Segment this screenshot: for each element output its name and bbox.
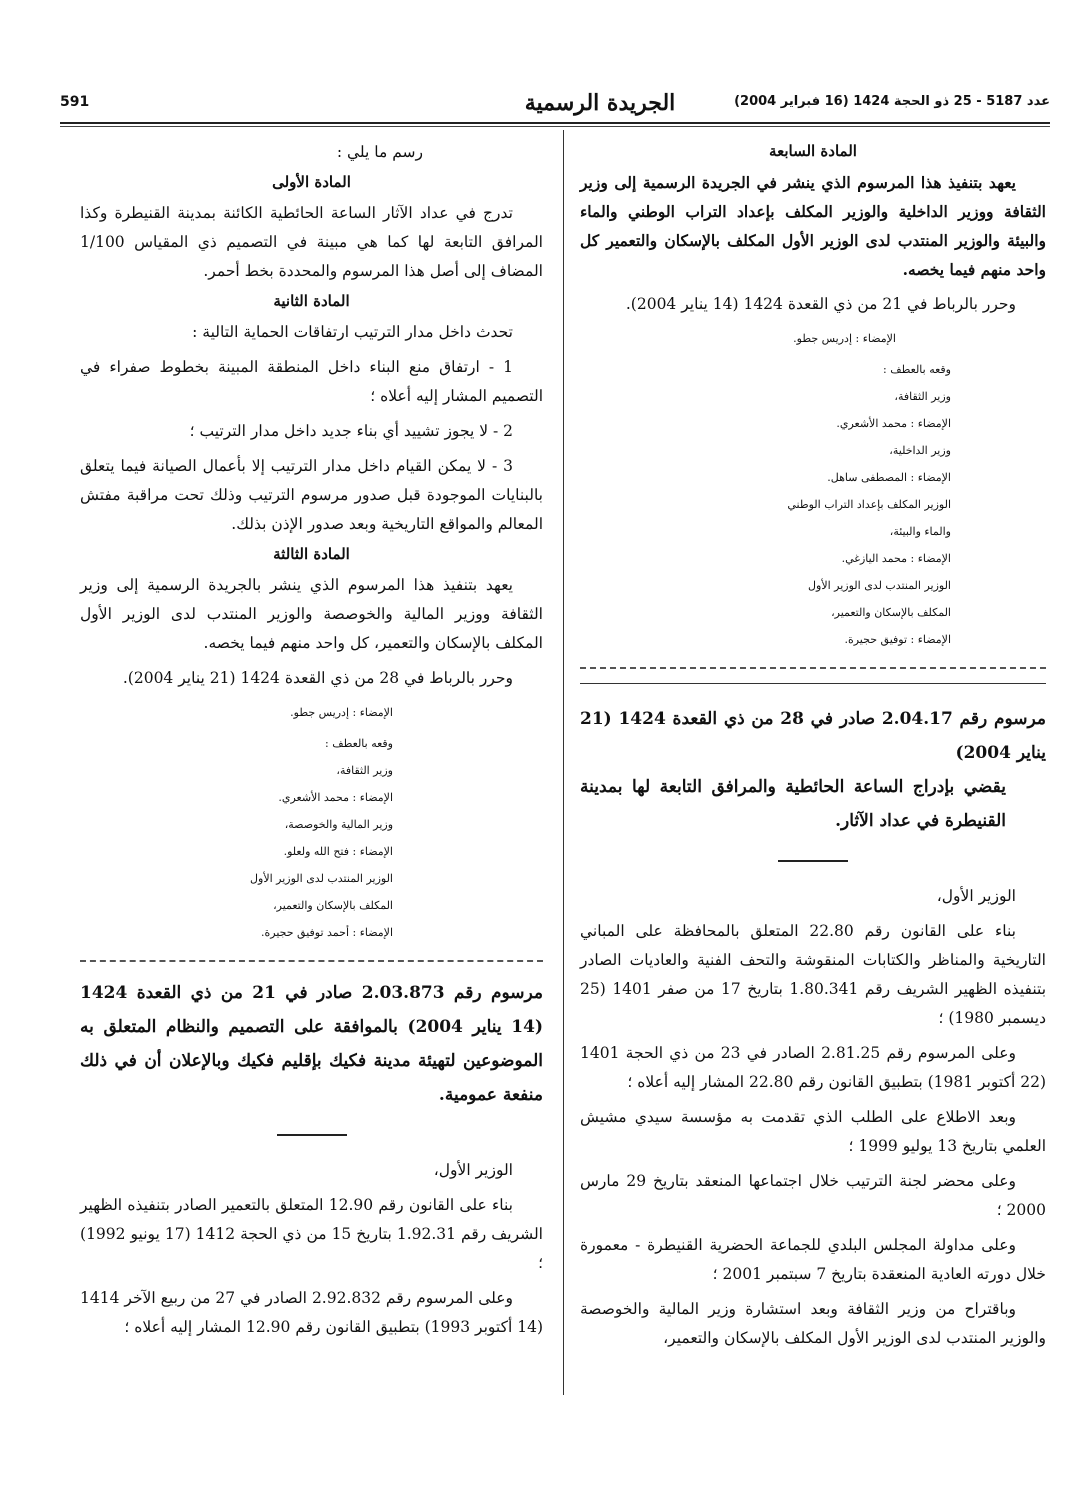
countersign-line: وزير الثقافة،: [894, 390, 951, 403]
gazette-title: الجريدة الرسمية: [524, 90, 676, 116]
article-2-item: 1 - ارتفاق منع البناء داخل المنطقة المبينة بخطوط صفراء في التصميم المشار إليه أعلاه ؛: [80, 358, 543, 405]
countersign-line: الإمضاء : محمد اليازغي.: [841, 552, 951, 565]
section-divider: [580, 667, 1046, 669]
countersign-line: الوزير المكلف بإعداد التراب الوطني: [787, 498, 951, 511]
prime-minister-heading: الوزير الأول،: [433, 1161, 513, 1179]
right-column: [580, 138, 1046, 1359]
countersign-line: الإمضاء : محمد الأشعري.: [836, 417, 951, 430]
header-rule: [60, 122, 1050, 124]
decree-title: مرسوم رقم 2.03.873 صادر في 21 من ذي القعدة 1424 (14 يناير 2004) بالموافقة على التصميم والنظام المتعلق به الموضوعين لتهيئة مدينة فكيك بإقليم فكيك وبالإعلان أن في ذلك منفعة عمومية.: [80, 983, 543, 1105]
prime-minister-heading: الوزير الأول،: [936, 887, 1016, 905]
countersign-line: الإمضاء : توفيق حجيرة.: [844, 633, 951, 646]
countersignatures: [580, 356, 1046, 653]
article-1-heading: المادة الأولى: [272, 173, 351, 191]
countersign-line: المكلف بالإسكان والتعمير،: [831, 606, 951, 619]
recital: وعلى مداولة المجلس البلدي للجماعة الحضرية القنيطرة - معمورة خلال دورته العادية المنعقدة بتاريخ 7 سبتمبر 2001 ؛: [580, 1236, 1046, 1283]
countersign-line: وزير المالية والخوصصة،: [284, 818, 393, 831]
countersign-line: وزير الثقافة،: [336, 764, 393, 777]
countersign-line: الإمضاء : المصطفى ساهل.: [827, 471, 951, 484]
countersign-line: وقعه بالعطف :: [883, 363, 951, 376]
countersign-line: الإمضاء : فتح الله ولعلو.: [283, 845, 393, 858]
countersign-line: وزير الداخلية،: [889, 444, 951, 457]
signature-pm: الإمضاء : إدريس جطو.: [793, 332, 896, 345]
short-rule: [277, 1134, 347, 1136]
article-2-intro: تحدث داخل مدار الترتيب ارتفاقات الحماية التالية :: [192, 323, 513, 341]
header-rule-thin: [60, 126, 1050, 127]
countersign-line: الوزير المنتدب لدى الوزير الأول: [808, 579, 951, 592]
issue-info: عدد 5187 - 25 ذو الحجة 1424 (16 فبراير 2004): [734, 94, 1050, 109]
column-separator: [563, 130, 564, 1395]
countersign-line: الإمضاء : محمد الأشعري.: [278, 791, 393, 804]
decree-title-line-1: مرسوم رقم 2.04.17 صادر في 28 من ذي القعدة 1424 (21 يناير 2004): [580, 709, 1046, 763]
done-at-rabat: وحرر بالرباط في 28 من ذي القعدة 1424 (21 يناير 2004).: [122, 669, 513, 687]
article-2-item: 2 - لا يجوز تشييد أي بناء جديد داخل مدار الترتيب ؛: [189, 422, 513, 440]
countersign-line: والماء والبيئة،: [889, 525, 951, 538]
countersign-line: الوزير المنتدب لدى الوزير الأول: [250, 872, 393, 885]
page-header: [60, 90, 1050, 120]
short-rule: [778, 860, 848, 862]
done-at-rabat: وحرر بالرباط في 21 من ذي القعدة 1424 (14 يناير 2004).: [625, 295, 1016, 313]
article-3-text: يعهد بتنفيذ هذا المرسوم الذي ينشر بالجريدة الرسمية إلى وزير الثقافة ووزير المالية والخوصصة والوزير المنتدب لدى الوزير الأول المكلف بالإسكان والتعمير، كل واحد منهم فيما يخصه.: [80, 576, 543, 652]
section-divider: [80, 960, 543, 962]
signature-pm: الإمضاء : إدريس جطو.: [290, 706, 393, 719]
decree-title-line-2: يقضي بإدراج الساعة الحائطية والمرافق التابعة لها بمدينة القنيطرة في عداد الآثار.: [580, 777, 1006, 831]
article-2-heading: المادة الثانية: [273, 292, 350, 310]
recital: وعلى المرسوم رقم 2.92.832 الصادر في 27 من ربيع الآخر 1414 (14 أكتوبر 1993) بتطبيق القانون رقم 12.90 المشار إليه أعلاه ؛: [80, 1289, 543, 1336]
article-2-item: 3 - لا يمكن القيام داخل مدار الترتيب إلا بأعمال الصيانة فيما يتعلق بالبنايات الموجودة قبل صدور مرسوم الترتيب وذلك تحت مراقبة مفتش المعالم والمواقع التاريخية وبعد صدور الإذن بذلك.: [80, 457, 543, 533]
left-column: [80, 138, 543, 1348]
recital: وباقتراح من وزير الثقافة وبعد استشارة وزير المالية والخوصصة والوزير المنتدب لدى الوزير الأول المكلف بالإسكان والتعمير،: [580, 1300, 1046, 1347]
article-7-text: يعهد بتنفيذ هذا المرسوم الذي ينشر في الجريدة الرسمية إلى وزير الثقافة ووزير الداخلية والوزير المكلف بإعداد التراب الوطني والماء والبيئة والوزير المنتدب لدى الوزير الأول المكلف بالإسكان والتعمير كل واحد منهم فيما يخصه.: [580, 173, 1046, 279]
section-divider-thin: [580, 683, 1046, 684]
countersign-line: الإمضاء : أحمد توفيق حجيرة.: [260, 926, 393, 939]
article-1-text: تدرج في عداد الآثار الساعة الحائطية الكائنة بمدينة القنيطرة وكذا المرافق التابعة لها كما هي مبينة في التصميم ذي المقياس 1/100 المضاف إلى أصل هذا المرسوم والمحددة بخط أحمر.: [80, 204, 543, 280]
countersign-line: وقعه بالعطف :: [325, 737, 393, 750]
recital: بناء على القانون رقم 12.90 المتعلق بالتعمير الصادر بتنفيذه الظهير الشريف رقم 1.92.31 بتاريخ 15 من ذي الحجة 1412 (17 يونيو 1992) ؛: [80, 1196, 543, 1272]
countersign-line: المكلف بالإسكان والتعمير،: [273, 899, 393, 912]
recital: وعلى المرسوم رقم 2.81.25 الصادر في 23 من ذي الحجة 1401 (22 أكتوبر 1981) بتطبيق القانون رقم 22.80 المشار إليه أعلاه ؛: [580, 1044, 1046, 1091]
recital: وبعد الاطلاع على الطلب الذي تقدمت به مؤسسة سيدي مشيش العلمي بتاريخ 13 يوليو 1999 ؛: [580, 1108, 1046, 1155]
decreed-line: رسم ما يلي :: [336, 143, 423, 161]
article-3-heading: المادة الثالثة: [273, 545, 350, 563]
page-number: 591: [60, 94, 90, 110]
recital: بناء على القانون رقم 22.80 المتعلق بالمحافظة على المباني التاريخية والمناظر والكتابات المنقوشة والتحف الفنية والعاديات الصادر بتنفيذه الظهير الشريف رقم 1.80.341 بتاريخ 17 من صفر 1401 (25 ديسمبر 1980) ؛: [580, 922, 1047, 1027]
recital: وعلى محضر لجنة الترتيب خلال اجتماعها المنعقد بتاريخ 29 مارس 2000 ؛: [580, 1172, 1046, 1219]
article-7-heading: المادة السابعة: [769, 142, 857, 160]
countersignatures: [80, 730, 543, 946]
